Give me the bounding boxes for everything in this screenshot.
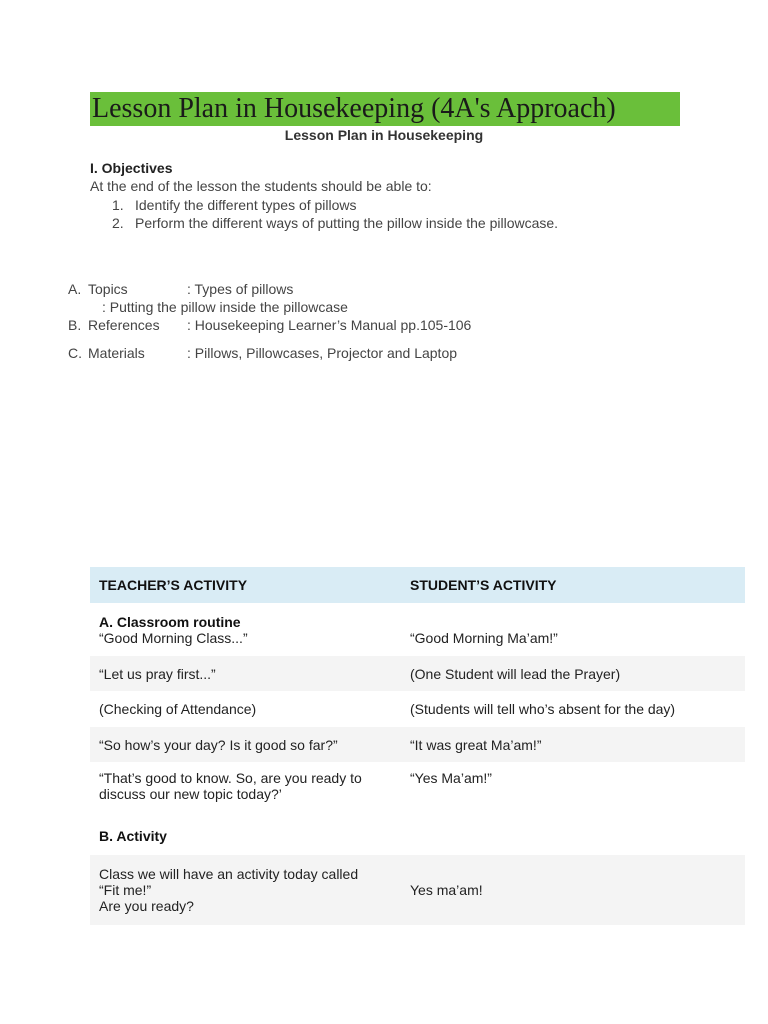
topics-value-2: : Putting the pillow inside the pillowcase	[102, 299, 348, 315]
topics-row	[68, 280, 293, 298]
teacher-activity-header: TEACHER’S ACTIVITY	[90, 567, 401, 603]
objective-text: Perform the different ways of putting the pillow inside the pillowcase.	[135, 215, 559, 231]
teacher-cell	[90, 603, 401, 656]
teacher-cell	[90, 855, 401, 925]
objective-item	[112, 214, 558, 232]
table-row	[90, 656, 745, 691]
student-activity-text: “Yes Ma’am!”	[410, 770, 492, 786]
student-activity-text: Yes ma’am!	[401, 855, 745, 925]
objective-item	[112, 196, 558, 214]
objectives-intro: At the end of the lesson the students should be able to:	[90, 178, 432, 194]
table-row	[90, 603, 745, 656]
teacher-activity-text: “So how’s your day? Is it good so far?”	[90, 727, 401, 762]
table-row	[90, 727, 745, 762]
student-activity-header: STUDENT’S ACTIVITY	[401, 567, 745, 603]
table-row	[90, 762, 745, 816]
teacher-activity-text: “Let us pray first...”	[90, 656, 401, 691]
student-activity-text: (Students will tell who’s absent for the day)	[410, 701, 676, 717]
references-letter: B.	[68, 317, 82, 333]
topics-value: : Types of pillows	[187, 281, 294, 297]
references-row	[68, 316, 471, 334]
materials-letter: C.	[68, 345, 82, 361]
activity-table	[90, 567, 745, 925]
teacher-activity-text: (Checking of Attendance)	[99, 701, 257, 717]
teacher-activity-text: Are you ready?	[99, 898, 194, 914]
references-label: References	[88, 317, 160, 333]
document-title: Lesson Plan in Housekeeping (4A's Approach)	[90, 92, 680, 126]
teacher-activity-text: “That’s good to know. So, are you ready to	[99, 770, 362, 786]
student-activity-text: “Good Morning Ma’am!”	[410, 630, 558, 646]
materials-value: : Pillows, Pillowcases, Projector and Laptop	[187, 345, 458, 361]
document-subtitle: Lesson Plan in Housekeeping	[284, 127, 484, 143]
table-row	[90, 816, 745, 855]
student-activity-text: “It was great Ma’am!”	[401, 727, 745, 762]
teacher-activity-text: “Good Morning Class...”	[99, 630, 248, 646]
objective-number: 2.	[112, 215, 124, 231]
table-row	[90, 855, 745, 925]
materials-row	[68, 344, 457, 362]
table-row	[90, 691, 745, 727]
table-header-row	[90, 567, 745, 603]
references-value: : Housekeeping Learner’s Manual pp.105-106	[187, 317, 472, 333]
objectives-list	[112, 196, 558, 232]
teacher-activity-text: Class we will have an activity today called	[99, 866, 359, 882]
materials-label: Materials	[88, 345, 145, 361]
classroom-routine-heading: A. Classroom routine	[99, 614, 241, 630]
topics-letter: A.	[68, 281, 82, 297]
objective-text: Identify the different types of pillows	[135, 197, 357, 213]
objectives-heading: I. Objectives	[90, 160, 173, 176]
teacher-activity-text: discuss our new topic today?’	[99, 786, 282, 802]
activity-section-heading: B. Activity	[99, 827, 167, 844]
teacher-activity-text: “Fit me!”	[99, 882, 152, 898]
student-activity-text: (One Student will lead the Prayer)	[401, 656, 745, 691]
objective-number: 1.	[112, 197, 124, 213]
teacher-cell	[90, 762, 401, 816]
topics-label: Topics	[88, 281, 128, 297]
